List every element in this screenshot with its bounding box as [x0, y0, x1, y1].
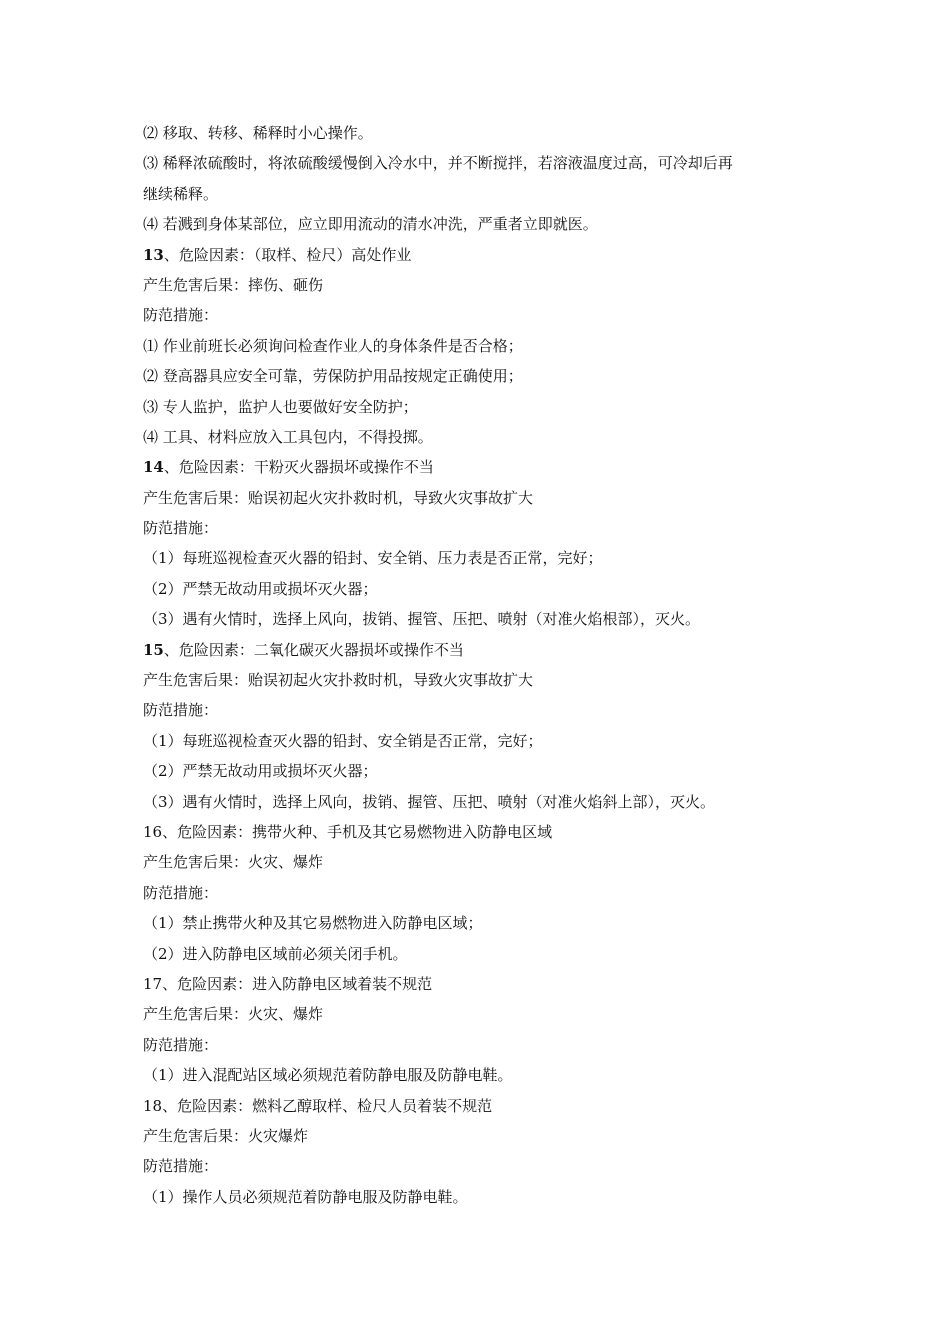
section-heading-15 [143, 635, 823, 665]
text-line: ⑵ 登高器具应安全可靠，劳保防护用品按规定正确使用； [143, 367, 523, 386]
text-line: 防范措施： [143, 701, 219, 720]
text-line: （2）进入防静电区域前必须关闭手机。 [143, 944, 408, 963]
text-line: ⑶ 专人监护，监护人也要做好安全防护； [143, 397, 418, 416]
text-line: ⑶ 稀释浓硫酸时，将浓硫酸缓慢倒入冷水中，并不断搅拌，若溶液温度过高，可冷却后再 [143, 154, 733, 173]
section-number: 14 [143, 458, 164, 477]
section-number: 15 [143, 640, 164, 659]
section-heading-18: 18、危险因素：燃料乙醇取样、检尺人员着装不规范 [143, 1096, 493, 1115]
text-line: （1）每班巡视检查灭火器的铅封、安全销是否正常，完好； [143, 731, 543, 750]
text-line: ⑴ 作业前班长必须询问检查作业人的身体条件是否合格； [143, 336, 523, 355]
text-line: 防范措施： [143, 306, 219, 325]
text-line: （2）严禁无故动用或损坏灭火器； [143, 762, 378, 781]
section-heading-16: 16、危险因素：携带火种、手机及其它易燃物进入防静电区域 [143, 822, 553, 841]
text-line: 继续稀释。 [143, 184, 219, 203]
text-line: 产生危害后果：摔伤、砸伤 [143, 275, 324, 294]
text-line: （3）遇有火情时，选择上风向，拔销、握管、压把、喷射（对准火焰斜上部），灭火。 [143, 792, 716, 811]
text-line: （1）进入混配站区域必须规范着防静电服及防静电鞋。 [143, 1066, 513, 1085]
section-heading-13 [143, 240, 823, 270]
section-heading-text: 、危险因素：干粉灭火器损坏或操作不当 [163, 458, 434, 477]
text-line: ⑷ 若溅到身体某部位，应立即用流动的清水冲洗，严重者立即就医。 [143, 215, 598, 234]
text-line: （2）严禁无故动用或损坏灭火器； [143, 579, 378, 598]
text-line: 防范措施： [143, 1157, 219, 1176]
text-line: 产生危害后果：火灾、爆炸 [143, 853, 324, 872]
text-line: 产生危害后果：火灾、爆炸 [143, 1005, 324, 1024]
text-line: 产生危害后果：贻误初起火灾扑救时机，导致火灾事故扩大 [143, 671, 534, 690]
text-line: （1）每班巡视检查灭火器的铅封、安全销、压力表是否正常，完好； [143, 549, 603, 568]
text-line: 产生危害后果：贻误初起火灾扑救时机，导致火灾事故扩大 [143, 488, 534, 507]
section-number: 13 [143, 245, 164, 264]
text-line: （3）遇有火情时，选择上风向，拔销、握管、压把、喷射（对准火焰根部），灭火。 [143, 610, 701, 629]
text-line: （1）禁止携带火种及其它易燃物进入防静电区域； [143, 914, 483, 933]
section-heading-text: 、危险因素：二氧化碳灭火器损坏或操作不当 [163, 640, 464, 659]
text-line: 产生危害后果：火灾爆炸 [143, 1126, 309, 1145]
document-body [143, 118, 823, 1212]
text-line: 防范措施： [143, 883, 219, 902]
text-line: 防范措施： [143, 1035, 219, 1054]
text-line: ⑵ 移取、转移、稀释时小心操作。 [143, 124, 373, 142]
text-line: 防范措施： [143, 519, 219, 538]
text-line: ⑷ 工具、材料应放入工具包内，不得投掷。 [143, 427, 433, 446]
section-heading-17: 17、危险因素：进入防静电区域着装不规范 [143, 974, 433, 993]
text-line: （1）操作人员必须规范着防静电服及防静电鞋。 [143, 1187, 468, 1206]
section-heading-14 [143, 452, 823, 482]
section-heading-text: 、危险因素：（取样、检尺）高处作业 [163, 245, 412, 264]
